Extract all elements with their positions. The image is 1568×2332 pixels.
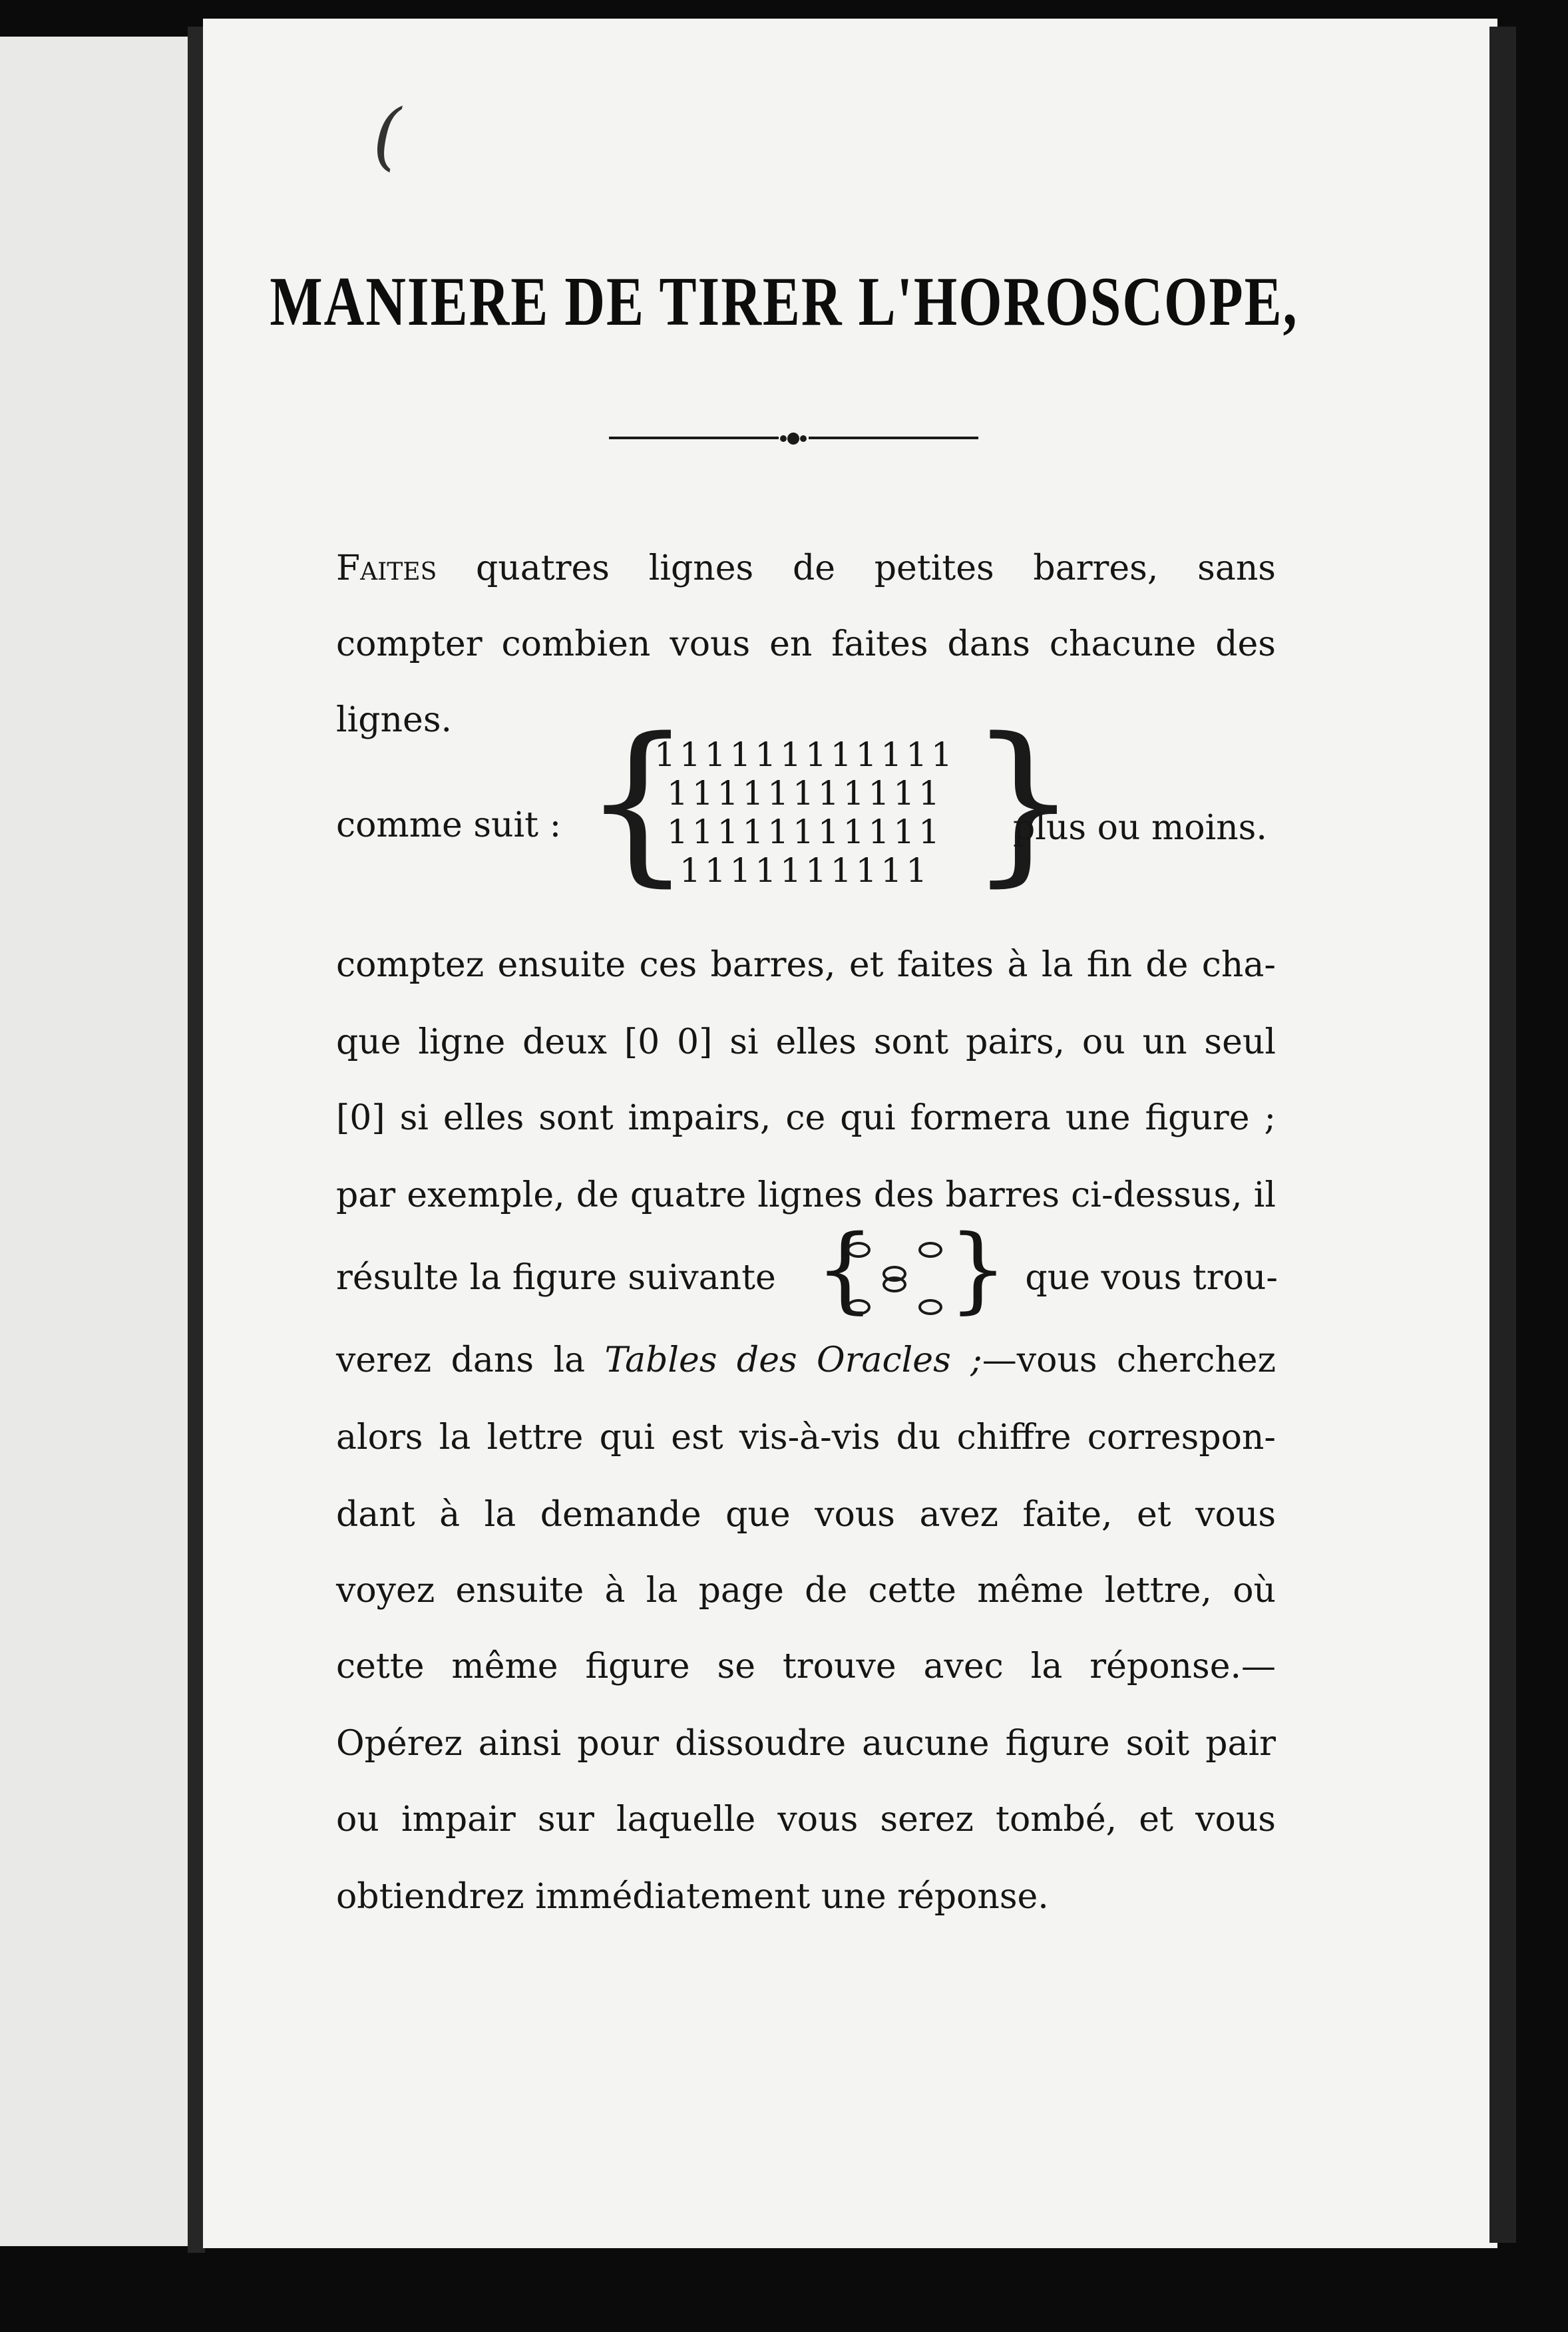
bar-row: 11111111111 [667, 813, 944, 851]
bar-row: 1111111111 [679, 851, 932, 890]
page-title: MANIERE DE TIRER L'HOROSCOPE, [270, 263, 1298, 341]
body-line-5-lead: résulte la figure suivante [336, 1258, 776, 1298]
example-trail: plus ou moins. [1013, 808, 1267, 848]
drop-word: Faites [336, 548, 437, 588]
body-line-3: [0] si elles sont impairs, ce qui formera une figure ; [336, 1098, 1276, 1138]
intro-line-2: compter combien vous en faites dans chacune des [336, 624, 1276, 664]
oracle-figure: { } [815, 1215, 1008, 1324]
body-line-4: par exemple, de quatre lignes des barres ci-dessus, il [336, 1175, 1276, 1215]
body-line-8: dant à la demande que vous avez faite, et vous [336, 1495, 1276, 1535]
body-line-5-trail: que vous trou- [1025, 1258, 1278, 1298]
body-line-7: alors la lettre qui est vis-à-vis du chiffre correspon- [336, 1418, 1276, 1458]
bars-block [639, 735, 972, 890]
title-ornament-rule [609, 431, 978, 446]
body-line-2: que ligne deux [0 0] si elles sont pairs, ou un seul [336, 1022, 1276, 1062]
facing-page-edge [0, 37, 200, 2246]
body-line-6: verez dans la Tables des Oracles ;—vous cherchez [336, 1340, 1276, 1380]
intro-line-1: Faites quatres lignes de petites barres, sans [336, 548, 1276, 588]
intro-line-3: lignes. [336, 700, 453, 740]
example-lead: comme suit : [336, 805, 562, 845]
page-right-edge [1489, 27, 1516, 2243]
body-line-10: cette même figure se trouve avec la réponse.— [336, 1647, 1276, 1686]
body-line-13: obtiendrez immédiatement une réponse. [336, 1877, 1049, 1917]
body-line-11: Opérez ainsi pour dissoudre aucune figure soit pair [336, 1724, 1276, 1764]
italic-title: Tables des Oracles ; [604, 1340, 982, 1380]
body-line-9: voyez ensuite à la page de cette même lettre, où [336, 1571, 1276, 1611]
bar-row: 111111111111 [654, 735, 956, 774]
body-line-12: ou impair sur laquelle vous serez tombé, et vous [336, 1800, 1276, 1840]
left-brace: { [582, 701, 693, 902]
body-line-1: comptez ensuite ces barres, et faites à la fin de cha- [336, 945, 1276, 985]
bar-row: 11111111111 [667, 774, 944, 813]
stray-pencil-mark: ( [373, 93, 401, 178]
right-brace: } [968, 701, 1079, 902]
